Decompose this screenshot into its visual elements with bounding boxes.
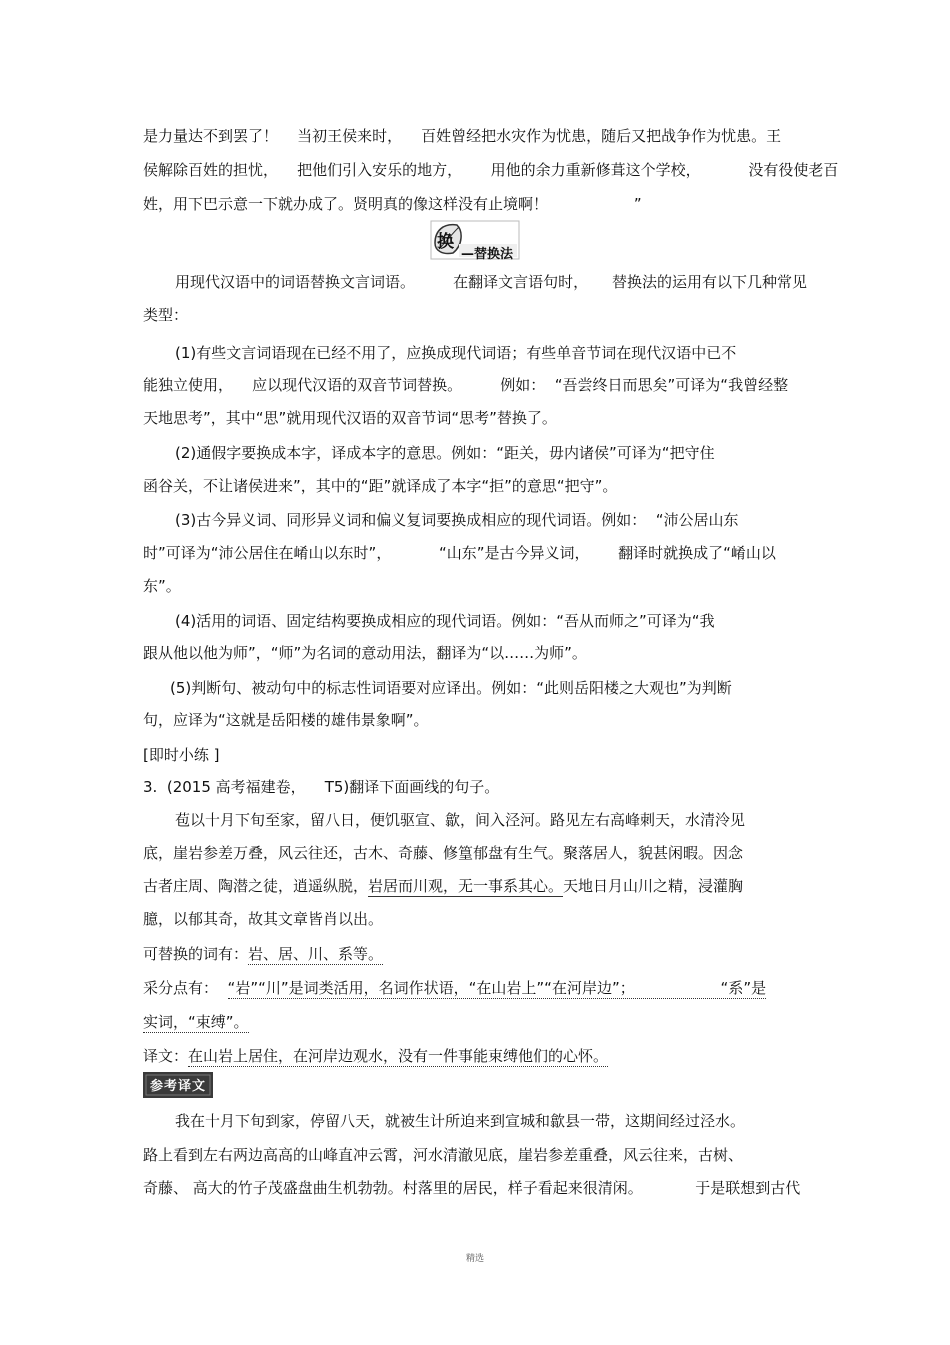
reference-badge-text: 参考译文 bbox=[149, 1079, 206, 1094]
translation-value: 在山岩上居住，在河岸边观水，没有一件事能束缚他们的心怀。 bbox=[188, 1047, 609, 1065]
question-3: 3. (2015 高考福建卷， T5)翻译下面画线的句子。 bbox=[143, 778, 500, 796]
item-line: 跟从他以他为师”，“师”为名词的意动用法，翻译为“以……为师”。 bbox=[143, 644, 587, 662]
item-line: 天地思考”，其中“思”就用现代汉语的双音节词“思考”替换了。 bbox=[143, 409, 557, 427]
passage-line: 臆，以郁其奇，故其文章皆肖以出。 bbox=[143, 910, 384, 928]
reference-line: 奇藤、 高大的竹子茂盛盘曲生机勃勃。村落里的居民，样子看起来很清闲。 于是联想到古代 bbox=[143, 1179, 801, 1197]
score-line bbox=[143, 978, 766, 998]
score-value: “岩”“川”是词类活用，名词作状语，“在山岩上”“在河岸边”； “系”是 bbox=[227, 979, 767, 997]
item-line: (2)通假字要换成本字，译成本字的意思。例如：“距关，毋内诸侯”可译为“把守住 bbox=[175, 444, 715, 462]
passage-line: 苞以十月下旬至家，留八日，便饥驱宣、歙，间入泾河。路见左右高峰刺天，水清泠见 bbox=[175, 811, 746, 829]
intro-line: 用现代汉语中的词语替换文言词语。 在翻译文言语句时， 替换法的运用有以下几种常见 bbox=[175, 273, 807, 291]
replace-value: 岩、居、川、系等。 bbox=[248, 945, 384, 963]
item-line: 能独立使用， 应以现代汉语的双音节词替换。 例如： “吾尝终日而思矣”可译为“我曾经整 bbox=[143, 376, 789, 394]
item-line: 句，应译为“这就是岳阳楼的雄伟景象啊”。 bbox=[143, 711, 429, 729]
item-line: (3)古今异义词、同形异义词和偏义复词要换成相应的现代词语。例如： “沛公居山东 bbox=[175, 511, 739, 529]
para-line: 是力量达不到罢了！ 当初王侯来时， 百姓曾经把水灾作为忧患，随后又把战争作为忧患。王 bbox=[143, 127, 782, 145]
item-line: 东”。 bbox=[143, 577, 181, 595]
score-value: 实词，“束缚”。 bbox=[143, 1013, 249, 1031]
item-line: 时”可译为“沛公居住在崤山以东时”， “山东”是古今异义词， 翻译时就换成了“崤山以 bbox=[143, 544, 776, 562]
reference-line: 我在十月下旬到家，停留八天，就被生计所迫来到宣城和歙县一带，这期间经过泾水。 bbox=[175, 1112, 746, 1130]
practice-heading: [即时小练 ] bbox=[143, 746, 220, 764]
translation-label: 译文： bbox=[143, 1047, 189, 1065]
reference-badge bbox=[143, 1072, 213, 1098]
badge-char: 换 bbox=[437, 232, 454, 252]
underlined-sentence: 岩居而川观，无一事系其心。 bbox=[368, 877, 564, 895]
passage-text: 天地日月山川之精，浸灌胸 bbox=[563, 877, 744, 895]
passage-line bbox=[143, 876, 743, 896]
passage-text: 古者庄周、陶潜之徒，逍遥纵脱， bbox=[143, 877, 369, 895]
method-badge bbox=[429, 219, 521, 261]
replace-line bbox=[143, 944, 383, 964]
item-line: 函谷关，不让诸侯进来”，其中的“距”就译成了本字“拒”的意思“把守”。 bbox=[143, 477, 618, 495]
item-line: (4)活用的词语、固定结构要换成相应的现代词语。例如：“吾从而师之”可译为“我 bbox=[175, 612, 715, 630]
para-line: 姓，用下巴示意一下就办成了。贤明真的像这样没有止境啊！ ” bbox=[143, 195, 642, 213]
badge-text: —替换法 bbox=[461, 247, 514, 262]
item-line: (1)有些文言词语现在已经不用了，应换成现代词语；有些单音节词在现代汉语中已不 bbox=[175, 344, 737, 362]
replace-label: 可替换的词有： bbox=[143, 945, 249, 963]
intro-line: 类型： bbox=[143, 306, 189, 324]
item-line: (5)判断句、被动句中的标志性词语要对应译出。例如：“此则岳阳楼之大观也”为判断 bbox=[170, 679, 732, 697]
page-footer: 精选 bbox=[465, 1254, 484, 1264]
para-line: 侯解除百姓的担忧， 把他们引入安乐的地方， 用他的余力重新修葺这个学校， 没有役使老百 bbox=[143, 161, 839, 179]
score-label: 采分点有： bbox=[143, 979, 228, 997]
passage-line: 底，崖岩参差万叠，风云往还，古木、奇藤、修篁郁盘有生气。聚落居人，貌甚闲暇。因念 bbox=[143, 844, 744, 862]
reference-line: 路上看到左右两边高高的山峰直冲云霄，河水清澈见底，崖岩参差重叠，风云往来，古树、 bbox=[143, 1146, 744, 1164]
score-line bbox=[143, 1012, 249, 1032]
translation-line bbox=[143, 1046, 608, 1066]
